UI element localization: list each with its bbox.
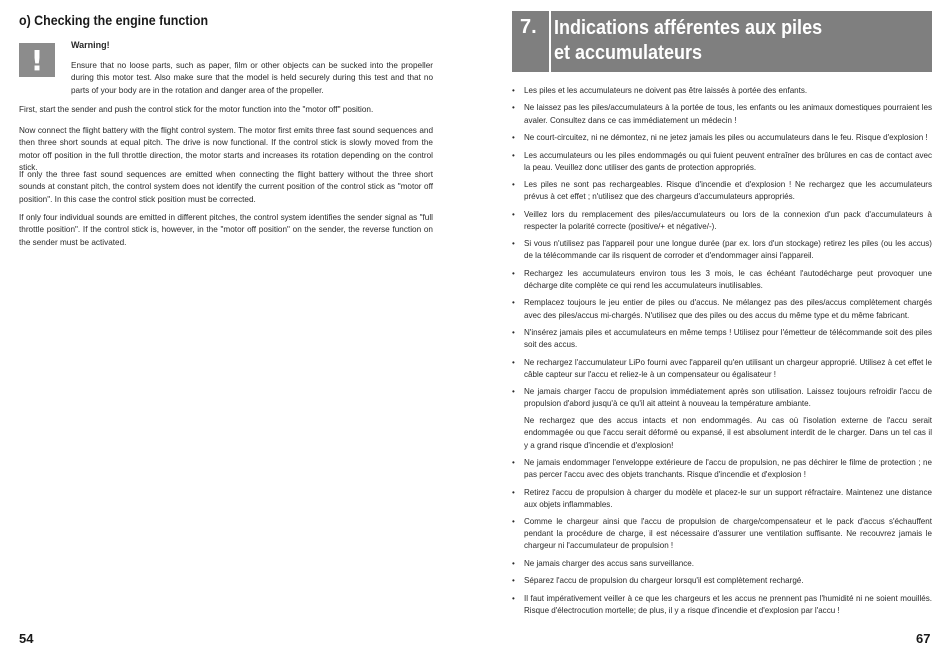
chapter-header bbox=[512, 11, 932, 72]
list-item: • Remplacez toujours le jeu entier de piles ou d'accus. Ne mélangez pas des piles/accus complètement chargés avec des piles/accus mi-chargés. N'utilisez que des piles ou des accus du même type et du même fabricant. bbox=[512, 297, 932, 321]
list-item: • Les piles ne sont pas rechargeables. Risque d'incendie et d'explosion ! Ne rechargez que les accumulateurs prévus à cet effet ; n'utilisez que des chargeurs d'accumulateurs appropriés. bbox=[512, 179, 932, 203]
right-page bbox=[475, 0, 950, 651]
paragraph: Now connect the flight battery with the flight control system. The motor first emits three fast sound sequences and then three short sounds at equal pitch. The drive is now functional. If the control stick is slowly moved from the motor off position in the full throttle direction, the motor starts and increases its rotation depending on the control stick. bbox=[19, 126, 433, 173]
list-item-text: Ne jamais charger l'accu de propulsion immédiatement après son utilisation. Laissez toujours refroidir l'accu de propulsion d'abord jusqu'à ce qu'il ait atteint à nouveau la température ambiante. bbox=[524, 387, 932, 409]
page-number: 54 bbox=[19, 631, 34, 646]
list-item: • Ne laissez pas les piles/accumulateurs à la portée de tous, les enfants ou les animaux domestiques pourraient les avaler. Consultez dans ce cas immédiatement un médecin ! bbox=[512, 102, 932, 126]
paragraph: If only four individual sounds are emitted in different pitches, the control system identifies the sender signal as "full throttle position". If the control stick is, however, in the "motor off position" on the sender, the reverse function on the sender must be activated. bbox=[19, 213, 433, 247]
exclamation-icon: ! bbox=[19, 43, 55, 77]
list-item: • Rechargez les accumulateurs environ tous les 3 mois, le cas échéant l'autodécharge peut provoquer une décharge dite complète ce qui rend les accumulateurs inutilisables. bbox=[512, 268, 932, 292]
list-item: • Ne jamais endommager l'enveloppe extérieure de l'accu de propulsion, ne pas déchirer le filme de protection ; ne pas percer l'accu avec des objets tranchants. Risque d'incendie et d'explosion ! bbox=[512, 457, 932, 481]
chapter-title-line2: et accumulateurs bbox=[554, 42, 703, 64]
battery-safety-list bbox=[512, 85, 932, 622]
list-item: • Les accumulateurs ou les piles endommagés ou qui fuient peuvent entraîner des brûlures en cas de contact avec la peau. Veuillez donc utiliser des gants de protection appropriés. bbox=[512, 150, 932, 174]
warning-title: Warning! bbox=[71, 40, 110, 50]
list-item: • Si vous n'utilisez pas l'appareil pour une longue durée (par ex. lors d'un stockage) retirez les piles (ou les accus) de la télécommande car ils risquent de corroder et d'endommager ainsi l'appareil. bbox=[512, 238, 932, 262]
list-item: • N'insérez jamais piles et accumulateurs en même temps ! Utilisez pour l'émetteur de télécommande soit des piles soit des accus. bbox=[512, 327, 932, 351]
sub-paragraph: Ne rechargez que des accus intacts et non endommagés. Au cas où l'isolation externe de l'accu serait endommagée ou que l'accu serait déformé ou expansé, il est absolument interdit de le charger. Dans un tel cas il y a grand risque d'incendie et d'explosion! bbox=[524, 416, 932, 450]
list-item: • Séparez l'accu de propulsion du chargeur lorsqu'il est complètement rechargé. bbox=[512, 575, 932, 587]
list-item: • Il faut impérativement veiller à ce que les chargeurs et les accus ne prennent pas l'humidité ni ne soient mouillés. Risque d'électrocution mortelle; de plus, il y a risque d'incendie et d'explosion par l'accu ! bbox=[512, 593, 932, 617]
list-item: • Ne rechargez l'accumulateur LiPo fourni avec l'appareil qu'en utilisant un chargeur approprié. Utilisez à cet effet le câble capteur sur l'accu et reliez-le à un compensateur ou égalisateur ! bbox=[512, 357, 932, 381]
list-item: • Les piles et les accumulateurs ne doivent pas être laissés à portée des enfants. bbox=[512, 85, 932, 97]
chapter-number: 7. bbox=[520, 16, 537, 38]
warning-text: Ensure that no loose parts, such as paper, film or other objects can be sucked into the propeller during this motor test. Also make sure that the model is held securely during this test and that no parts of your body are in the rotation and danger area of the propeller. bbox=[71, 61, 433, 95]
header-divider bbox=[549, 11, 551, 72]
paragraph: If only the three fast sound sequences are emitted when connecting the flight battery without the three short sounds at constant pitch, the control system does not identify the current position of the control stick as "motor off position". In this case the control stick position must be corrected. bbox=[19, 170, 433, 204]
list-item: • Veillez lors du remplacement des piles/accumulateurs ou lors de la connexion d'un pack d'accumulateurs à respecter la polarité correcte (positive/+ et négative/-). bbox=[512, 209, 932, 233]
list-item: • Retirez l'accu de propulsion à charger du modèle et placez-le sur un support réfractaire. Maintenez une distance aux objets inflammables. bbox=[512, 487, 932, 511]
list-item: • Comme le chargeur ainsi que l'accu de propulsion de charge/compensateur et le pack d'accus s'échauffent pendant la procédure de charge, il est nécessaire d'assurer une ventilation suffisante. Ne recouvrez jamais le chargeur ni l'accumulateur de propulsion ! bbox=[512, 516, 932, 552]
list-item bbox=[512, 386, 932, 451]
page-number: 67 bbox=[916, 631, 931, 646]
section-title: o) Checking the engine function bbox=[19, 13, 209, 28]
chapter-title-line1: Indications afférentes aux piles bbox=[554, 17, 823, 39]
list-item: • Ne jamais charger des accus sans surveillance. bbox=[512, 558, 932, 570]
chapter-title bbox=[554, 16, 887, 66]
list-item: • Ne court-circuitez, ni ne démontez, ni ne jetez jamais les piles ou accumulateurs dans le feu. Risque d'explosion ! bbox=[512, 132, 932, 144]
paragraph: First, start the sender and push the control stick for the motor function into the "motor off" position. bbox=[19, 105, 374, 114]
